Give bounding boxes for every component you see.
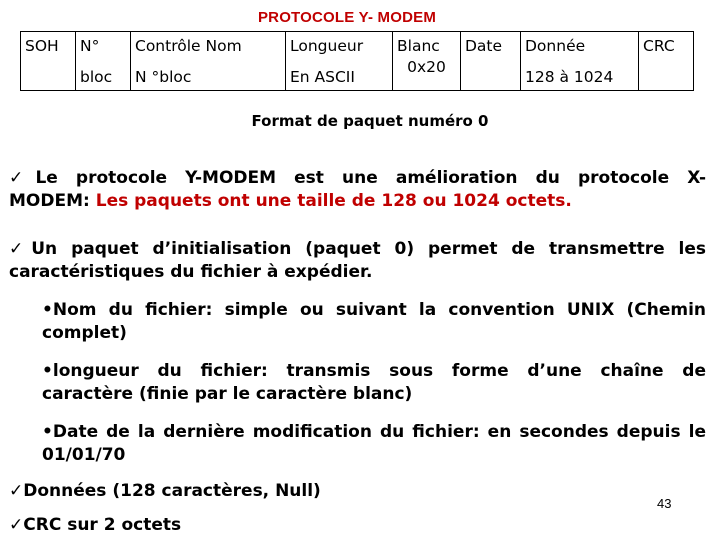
check-icon: ✓: [9, 239, 32, 259]
table-caption: Format de paquet numéro 0: [251, 112, 489, 130]
field-data: Donnée 128 à 1024: [521, 32, 639, 91]
subbullet-file-date: •Date de la dernière modification du fichier: en secondes depuis le 01/01/70: [42, 422, 706, 465]
bullet-data: ✓Données (128 caractères, Null): [9, 481, 321, 501]
subbullet-file-name: •Nom du fichier: simple ou suivant la convention UNIX (Chemin complet): [42, 300, 706, 343]
page-number: 43: [657, 496, 672, 511]
field-soh: SOH: [21, 32, 76, 91]
field-date: Date: [461, 32, 521, 91]
highlight-packet-size: Les paquets ont une taille de 128 ou 1024 octets.: [95, 191, 572, 211]
field-blank: Blanc 0x20: [393, 32, 461, 91]
check-icon: ✓: [9, 515, 24, 535]
slide-title: PROTOCOLE Y- MODEM: [257, 9, 437, 26]
field-block-number: N° bloc: [76, 32, 131, 91]
field-name-length: Longueur En ASCII: [286, 32, 393, 91]
bullet-init-packet: ✓Un paquet d’initialisation (paquet 0) permet de transmettre les caractéristiques du fichier à expédier.: [9, 239, 706, 282]
bullet-ymodem-improvement: ✓Le protocole Y-MODEM est une amélioration du protocole X- MODEM: Les paquets ont une taille de 128 ou 1024 octets.: [9, 168, 706, 211]
packet-format-table: [20, 31, 694, 91]
field-block-control: Contrôle Nom N °bloc: [131, 32, 286, 91]
check-icon: ✓: [9, 168, 36, 188]
field-crc: CRC: [639, 32, 694, 91]
check-icon: ✓: [9, 481, 24, 501]
subbullet-file-length: •longueur du fichier: transmis sous forme d’une chaîne de caractère (finie par le caractère blanc): [42, 361, 706, 404]
bullet-crc: ✓CRC sur 2 octets: [9, 515, 182, 535]
